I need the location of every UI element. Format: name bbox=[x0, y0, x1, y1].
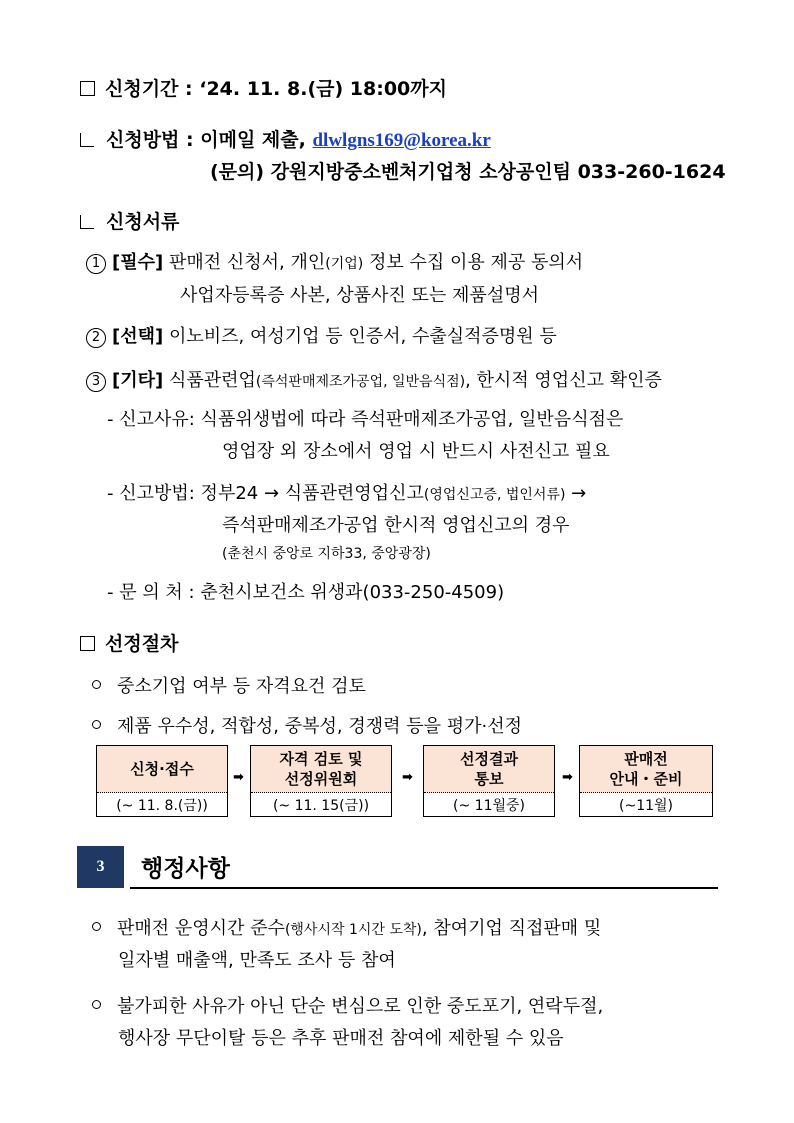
arrow-right-icon: ➡ bbox=[562, 770, 573, 785]
step-title: 자격 검토 및 선정위원회 bbox=[251, 746, 391, 793]
corner-bracket-icon bbox=[80, 133, 94, 147]
document-item-optional bbox=[86, 322, 557, 348]
flow-step-prepare bbox=[579, 745, 713, 817]
corner-bracket-icon bbox=[80, 215, 94, 229]
note-reason-line2: 영업장 외 장소에서 영업 시 반드시 사전신고 필요 bbox=[222, 441, 610, 462]
step-date: (~ 11. 8.(금)) bbox=[116, 798, 208, 814]
email-link[interactable]: dlwlgns169@korea.kr bbox=[312, 130, 491, 151]
admin-bullet bbox=[92, 992, 603, 1018]
arrow-right-icon: ➡ bbox=[233, 770, 244, 785]
bullet-text: 중소기업 여부 등 자격요건 검토 bbox=[117, 676, 366, 697]
flow-step-notify bbox=[423, 745, 555, 817]
circled-number-icon: 2 bbox=[86, 328, 106, 348]
item-tag: [기타] bbox=[112, 370, 164, 391]
step-date: (~11월) bbox=[619, 798, 673, 814]
admin-bullet-line2: 일자별 매출액, 만족도 조사 등 참여 bbox=[118, 950, 396, 971]
documents-title: 신청서류 bbox=[106, 211, 180, 233]
bullet-small: (행사시작 1시간 도착) bbox=[284, 922, 422, 938]
step-date: (~ 11. 15(금)) bbox=[272, 798, 370, 814]
bullet-text: 불가피한 사유가 아닌 단순 변심으로 인한 중도포기, 연락두절, bbox=[117, 996, 604, 1017]
note-method-line3: (춘천시 중앙로 지하33, 중앙광장) bbox=[222, 546, 431, 562]
flow-step-apply bbox=[96, 745, 228, 817]
section-number-badge: 3 bbox=[77, 846, 124, 888]
bullet-icon bbox=[92, 720, 101, 729]
bullet-icon bbox=[92, 1000, 101, 1009]
selection-bullet bbox=[92, 672, 366, 698]
application-method bbox=[80, 125, 491, 152]
item-small: (즉석판매제조가공업, 일반음식점) bbox=[255, 374, 466, 390]
note-contact: - 문 의 처 : 춘천시보건소 위생과(033-250-4509) bbox=[107, 582, 505, 603]
section-divider bbox=[130, 887, 718, 889]
checkbox-icon bbox=[80, 81, 95, 96]
bullet-text: 제품 우수성, 적합성, 중복성, 경쟁력 등을 평가·선정 bbox=[117, 716, 522, 737]
item-text: 식품관련업 bbox=[168, 370, 256, 391]
method-label: 신청방법 : 이메일 제출, bbox=[106, 129, 306, 151]
note-method-line2: 즉석판매제조가공업 한시적 영업신고의 경우 bbox=[222, 515, 570, 536]
selection-title: 선정절차 bbox=[105, 633, 179, 655]
bullet-icon bbox=[92, 922, 101, 931]
checkbox-icon bbox=[80, 636, 95, 651]
documents-heading bbox=[80, 207, 179, 234]
section-title: 행정사항 bbox=[141, 856, 230, 882]
document-item-other bbox=[86, 366, 662, 392]
period-text: 신청기간 : ‘24. 11. 8.(금) 18:00까지 bbox=[105, 78, 447, 100]
item-text: 판매전 신청서, 개인 bbox=[168, 252, 326, 273]
selection-heading bbox=[80, 629, 178, 656]
selection-bullet bbox=[92, 712, 522, 738]
document-item-required-line2: 사업자등록증 사본, 상품사진 또는 제품설명서 bbox=[180, 285, 539, 306]
item-text2: 정보 수집 이용 제공 동의서 bbox=[363, 252, 584, 273]
application-period bbox=[80, 74, 447, 101]
item-text2: , 한시적 영업신고 확인증 bbox=[465, 370, 662, 391]
note-method-text: - 신고방법: 정부24 → 식품관련영업신고 bbox=[107, 483, 424, 504]
note-reason-line1: - 신고사유: 식품위생법에 따라 즉석판매제조가공업, 일반음식점은 bbox=[107, 409, 624, 430]
circled-number-icon: 1 bbox=[86, 254, 106, 274]
step-title: 선정결과 통보 bbox=[424, 746, 554, 793]
admin-bullet-line2: 행사장 무단이탈 등은 추후 판매전 참여에 제한될 수 있음 bbox=[118, 1028, 564, 1049]
contact-info: (문의) 강원지방중소벤처기업청 소상공인팀 033-260-1624 bbox=[210, 161, 726, 183]
circled-number-icon: 3 bbox=[86, 372, 106, 392]
item-tag: [선택] bbox=[112, 326, 164, 347]
document-item-required bbox=[86, 248, 583, 274]
bullet-text: 판매전 운영시간 준수 bbox=[117, 918, 285, 939]
item-text: 이노비즈, 여성기업 등 인증서, 수출실적증명원 등 bbox=[168, 326, 557, 347]
step-date: (~ 11월중) bbox=[453, 798, 525, 814]
item-tag: [필수] bbox=[112, 252, 164, 273]
bullet-text2: , 참여기업 직접판매 및 bbox=[421, 918, 602, 939]
step-title: 신청·접수 bbox=[97, 746, 227, 793]
note-method-small: (영업신고증, 법인서류) bbox=[423, 487, 566, 503]
item-small: (기업) bbox=[325, 256, 364, 272]
note-method-arrow: → bbox=[565, 483, 587, 504]
bullet-icon bbox=[92, 680, 101, 689]
note-method-line1 bbox=[107, 479, 586, 505]
admin-bullet bbox=[92, 914, 601, 940]
arrow-right-icon: ➡ bbox=[402, 770, 413, 785]
step-title: 판매전 안내・준비 bbox=[580, 746, 712, 793]
flow-step-review bbox=[250, 745, 392, 817]
